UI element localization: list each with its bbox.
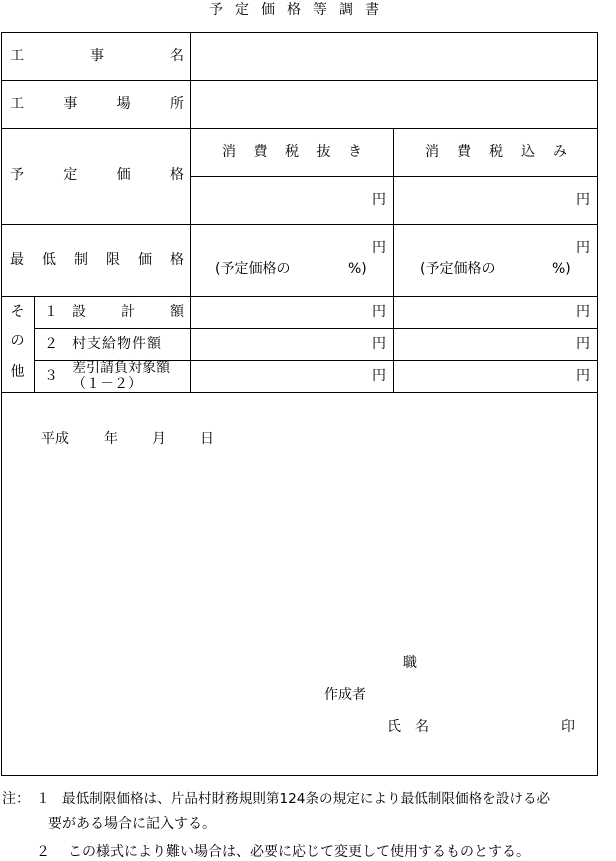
other-item-1-label: 設 計 額 xyxy=(72,304,184,320)
planned-incl-yen: 円 xyxy=(576,192,590,208)
other-item-3-excl-yen: 円 xyxy=(372,368,386,384)
minimum-excl-pct-close: %) xyxy=(348,261,367,277)
author-seal: 印 xyxy=(561,719,575,735)
label-planned-price: 予 定 価 格 xyxy=(10,167,184,183)
other-item-1-incl-yen: 円 xyxy=(576,304,590,320)
date-year: 年 xyxy=(104,431,118,447)
minimum-excl-pct-open: (予定価格の xyxy=(215,261,291,277)
label-other: そ の 他 xyxy=(10,304,25,380)
other-item-2-incl-yen: 円 xyxy=(576,336,590,352)
author-creator: 作成者 xyxy=(324,687,366,703)
minimum-incl-pct-open: (予定価格の xyxy=(420,261,496,277)
author-post: 職 xyxy=(403,655,417,671)
minimum-incl-pct-close: %) xyxy=(552,261,571,277)
other-item-3-label: 差引請負対象額 xyxy=(72,360,170,376)
label-construction-name: 工 事 名 xyxy=(10,48,184,64)
other-item-2-num: ２ xyxy=(44,336,58,352)
note-2-text: この様式により難い場合は、必要に応じて変更して使用するものとする。 xyxy=(68,844,530,860)
other-item-2-label: 村支給物件額 xyxy=(72,336,162,352)
note-2-num: ２ xyxy=(36,844,50,860)
other-item-1-num: １ xyxy=(44,304,58,320)
label-minimum-price: 最 低 制 限 価 格 xyxy=(10,252,184,268)
date-day: 日 xyxy=(200,431,214,447)
other-item-3-incl-yen: 円 xyxy=(576,368,590,384)
note-1-line-2: 要がある場合に記入する。 xyxy=(48,816,216,832)
minimum-incl-yen: 円 xyxy=(576,240,590,256)
date-era: 平成 xyxy=(41,431,69,447)
other-item-1-excl-yen: 円 xyxy=(372,304,386,320)
date-month: 月 xyxy=(152,431,166,447)
label-construction-site: 工 事 場 所 xyxy=(10,96,184,112)
note-1-line-1: 最低制限価格は、片品村財務規則第124条の規定により最低制限価格を設ける必 xyxy=(62,791,551,807)
note-1-num: １ xyxy=(36,791,50,807)
planned-excl-yen: 円 xyxy=(372,192,386,208)
header-tax-excluded: 消 費 税 抜 き xyxy=(222,144,362,160)
notes-prefix: 注： xyxy=(2,791,30,807)
other-item-3-num: ３ xyxy=(44,368,58,384)
header-tax-included: 消 費 税 込 み xyxy=(425,144,567,160)
minimum-excl-yen: 円 xyxy=(372,240,386,256)
other-item-2-excl-yen: 円 xyxy=(372,336,386,352)
document-title: 予定価格等調書 xyxy=(209,2,391,18)
other-item-3-sub: （１－２） xyxy=(72,376,142,392)
author-name-label: 氏 名 xyxy=(387,719,429,735)
